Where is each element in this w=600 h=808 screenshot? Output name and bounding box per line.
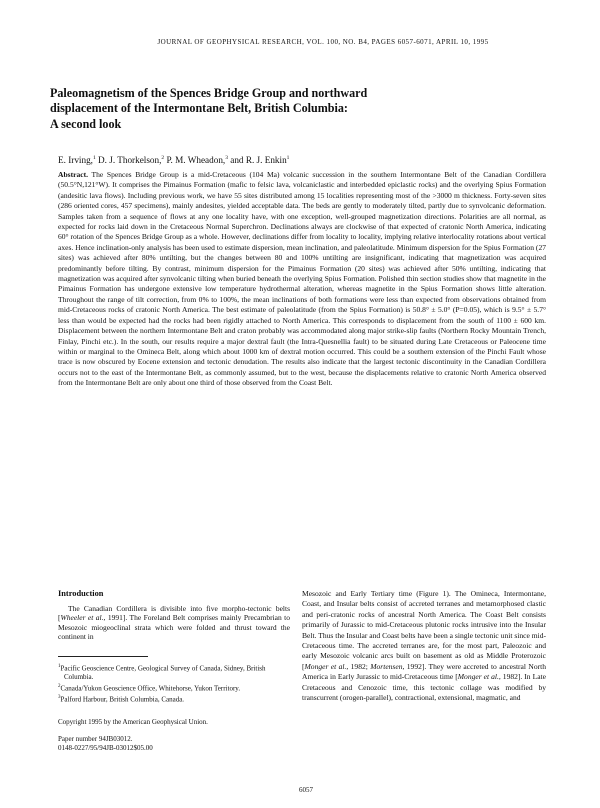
copyright-notice: Copyright 1995 by the American Geophysical Union. [58, 718, 208, 727]
footnote-divider [58, 656, 148, 657]
author-affiliation-mark: 1 [286, 155, 290, 161]
citation: Wheeler et al. [60, 613, 104, 623]
running-head: JOURNAL OF GEOPHYSICAL RESEARCH, VOL. 100, NO. B4, PAGES 6057-6071, APRIL 10, 1995 [157, 38, 489, 46]
article-title [50, 86, 550, 132]
citation: Mortensen [370, 661, 403, 671]
citation: Monger et al. [457, 672, 499, 682]
author-wheadon: P. M. Wheadon, [164, 155, 226, 166]
introduction-paragraph-right: Mesozoic and Early Tertiary time (Figure 1). The Omineca, Intermontane, Coast, and Insular belts consist of accreted terranes and metamorphosed clastic and peri-cratonic rocks of ancestral North America. The Coast Belt consists primarily of Jurassic to mid-Cretaceous plutonic rocks intrusive into the Insular Belt. Thus the Insular and Coast belts have been a single tectonic unit since mid-Cretaceous time. The accreted terranes are, for the most part, Paleozoic and early Mesozoic volcanic arcs built on basement as old as Middle Proterozoic [Monger et al., 1982; Mortensen, 1992]. They were accreted to ancestral North America in Early Jurassic to mid-Cretaceous time [Monger et al., 1982]. In Late Cretaceous and Cenozoic time, this tectonic collage was modified by transcurrent (orogen-parallel), contractional, extensional, magmatic, and [302, 589, 547, 703]
paper-identifiers [58, 735, 290, 753]
title-line-1: Paleomagnetism of the Spences Bridge Group and northward [50, 86, 368, 100]
author-affiliation-mark: 3 [225, 155, 228, 161]
paper-number: Paper number 94JB03012. [58, 734, 133, 743]
abstract-label: Abstract. [58, 170, 88, 179]
footnote: $^3$Palford Harbour, British Columbia, Canada. [58, 695, 185, 704]
footnote: $^2$Canada/Yukon Geoscience Office, Whitehorse, Yukon Territory. [58, 683, 241, 693]
author-affiliation-mark: 1 [92, 155, 96, 161]
page-number: 6057 [299, 786, 313, 794]
issn-code: 0148-0227/95/94JB-03012$05.00 [58, 743, 153, 752]
abstract [58, 170, 546, 389]
introduction-paragraph-left: The Canadian Cordillera is divisible into five morpho-tectonic belts [Wheeler et al., 1991]. The Foreland Belt comprises mainly Precambrian to Mesozoic miogeoclinal strata which were folded and thrust toward the continent in [58, 603, 291, 642]
author-irving: E. Irving, [58, 155, 93, 166]
author-affiliation-mark: 2 [161, 155, 165, 161]
abstract-text: The Spences Bridge Group is a mid-Cretaceous (104 Ma) volcanic succession in the southern Intermontane Belt of the Canadian Cordillera (50.5°N,121°W). It comprises the Pimainus Formation (mafic to felsic lava, volcaniclastic and interbedded epiclastic rocks) and the overlying Spius Formation (andesitic lava flows). Including previous work, we have 55 sites distributed among 15 localities representing most of the >3000 m thickness. Forty-seven sites (286 oriented cores, 457 specimens), mainly andesites, yielded acceptable data. The beds are gently to moderately tilted, partly due to synvolcanic deformation. Samples taken from a sequence of flows at any one locality have, with one exception, well-grouped magnetization directions. Polarities are all normal, as expected for rocks laid down in the Cretaceous Normal Superchron. Declinations always are clockwise of that expected of cratonic North America, indicating 60° rotation of the Spences Bridge Group as a whole. However, declinations differ from locality to locality, implying relative interlocality rotations about vertical axes. Hence inclination-only analysis has been used to estimate dispersion, mean inclination, and paleolatitude. Minimum dispersion for the Spius Formation (27 sites) was achieved after 80% untilting, but the changes between 80 and 100% untilting are insignificant, indicating that magnetization was acquired predominantly before tilting. By contrast, minimum dispersion for the Pimainus Formation (20 sites) was achieved after 50% untilting, indicating that magnetization was acquired after synvolcanic tilting when buried beneath the overlying Spius Formation. Polished thin section studies show that magnetite in the Pimainus Formation has undergone extensive low temperature hydrothermal alteration, whereas magnetite in the Spius Formation shows little alteration. Throughout the range of tilt correction, from 0% to 100%, the mean inclinations of both formations were less than expected from observations obtained from mid-Cretaceous rocks of cratonic North America. The best estimate of paleolatitude (from the Spius Formation) is 50.8° ± 5.0° (P=0.05), which is 9.5° ± 5.7° less than would be expected had the rocks had been rigidly attached to North America. This corresponds to displacement from the south of 1100 ± 600 km. Displacement between the northern Intermontane Belt and craton probably was accommodated along major strike-slip faults (Northern Rocky Mountain Trench, Finlay, Pinchi etc.). In the south, our results require a major dextral fault (the Intra-Quesnellia fault) to be situated during Late Cretaceous or Paleocene time within or marginal to the Omineca Belt, along which about 1000 km of dextral motion occurred. This could be a southern extension of the Pinchi Fault whose trace is now obscured by Eocene extension and tectonic denudation. The results also indicate that the largest tectonic discontinuity in the Canadian Cordillera occurs not to the east of the Intermontane Belt, as commonly assumed, but to the west, because the displacements relative to cratonic North America observed from the Intermontane Belt are only about one third of those observed from the Coast Belt. [58, 170, 546, 388]
title-line-3: A second look [50, 116, 122, 131]
right-column [302, 589, 546, 703]
citation: Monger et al. [304, 661, 347, 671]
footnote: $^1$Pacific Geoscience Centre, Geological Survey of Canada, Sidney, British Columbia. [58, 663, 266, 682]
title-line-2: displacement of the Intermontane Belt, British Columbia: [50, 101, 348, 116]
author-thorkelson: D. J. Thorkelson, [95, 155, 162, 166]
author-list [58, 152, 558, 166]
author-enkin: and R. J. Enkin [227, 155, 287, 166]
left-column [58, 589, 290, 753]
section-heading-introduction: Introduction [58, 589, 104, 598]
